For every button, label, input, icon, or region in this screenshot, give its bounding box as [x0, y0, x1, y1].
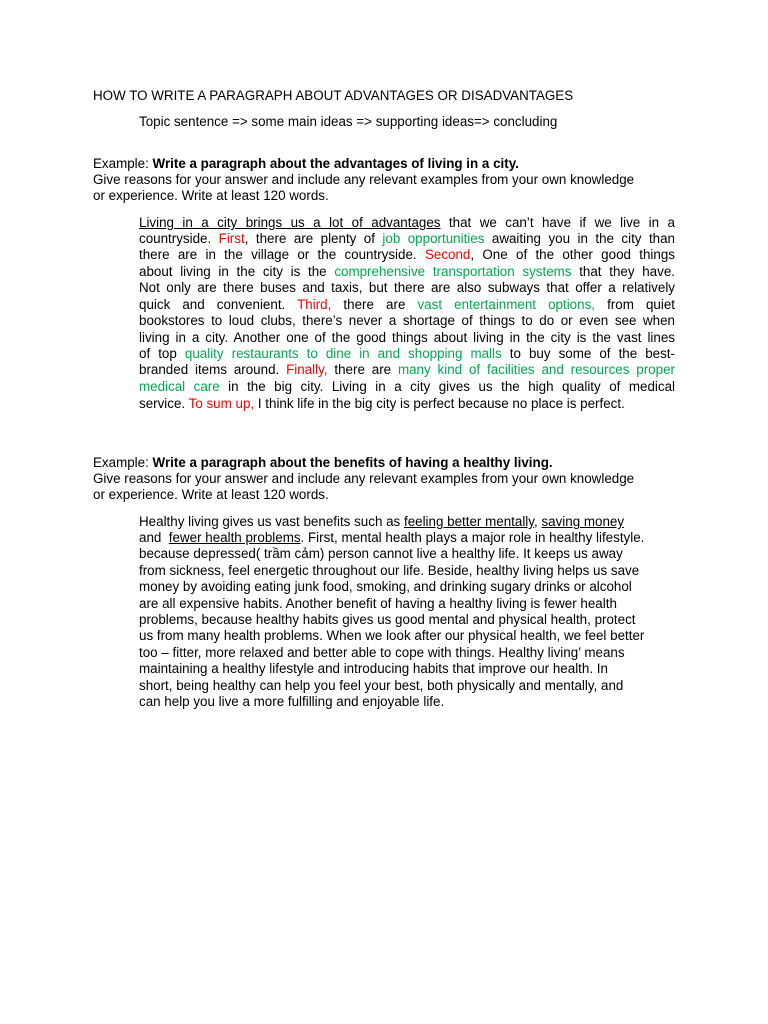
key-phrase: comprehensive transportation systems: [334, 264, 572, 279]
key-phrase: job opportunities: [382, 231, 485, 246]
paragraph-line: Healthy living gives us vast benefits such as feeling better mentally, saving money: [139, 514, 625, 529]
paragraph-line: of top quality restaurants to dine in and shopping malls to buy some of the best-: [139, 346, 675, 361]
paragraph-line: us from many health problems. When we look after our physical health, we feel better: [139, 628, 645, 643]
paragraph-line: maintaining a healthy lifestyle and introducing habits that improve our health. In: [139, 661, 608, 676]
key-phrase: many kind of facilities and resources proper: [397, 362, 675, 377]
transition-word: To sum up,: [188, 396, 255, 411]
underlined-phrase: saving money: [541, 514, 625, 529]
paragraph-line: and fewer health problems. First, mental health plays a major role in healthy lifestyle.: [139, 530, 645, 545]
example2-title: Write a paragraph about the benefits of having a healthy living.: [152, 455, 553, 470]
transition-word: Third,: [297, 297, 332, 312]
paragraph-line: because depressed( trầm cảm) person cannot live a healthy life. It keeps us away: [139, 546, 623, 561]
paragraph-line: branded items around. Finally, there are many kind of facilities and resources proper: [139, 362, 675, 377]
key-phrase: vast entertainment options,: [417, 297, 595, 312]
key-phrase: medical care: [139, 379, 220, 394]
example2-prompt: [93, 455, 553, 471]
paragraph-line: short, being healthy can help you feel your best, both physically and mentally, and: [139, 678, 624, 693]
underlined-phrase: fewer health problems: [168, 530, 301, 545]
paragraph-line: Not only are there buses and taxis, but there are also subways that offer a relatively: [139, 280, 675, 295]
page-heading: HOW TO WRITE A PARAGRAPH ABOUT ADVANTAGES OR DISADVANTAGES: [93, 88, 574, 103]
paragraph-line: service. To sum up, I think life in the big city is perfect because no place is perfect.: [139, 396, 625, 411]
transition-word: First: [218, 231, 245, 246]
paragraph-line: there are in the village or the countryside. Second, One of the other good things: [139, 247, 675, 262]
transition-word: Second: [424, 247, 471, 262]
paragraph-line: can help you live a more fulfilling and enjoyable life.: [139, 694, 445, 709]
transition-word: Finally,: [286, 362, 328, 377]
paragraph-line: problems, because healthy habits gives us good mental and physical health, protect: [139, 612, 636, 627]
key-phrase: quality restaurants to dine in and shopping malls: [184, 346, 502, 361]
paragraph-line: bookstores to loud clubs, there’s never a shortage of things to do or even see when: [139, 313, 675, 328]
example2-label: Example:: [93, 455, 153, 470]
example1-prompt: [93, 156, 519, 172]
paragraph-line: money by avoiding eating junk food, smoking, and drinking sugary drinks or alcohol: [139, 579, 632, 594]
underlined-phrase: feeling better mentally: [403, 514, 534, 529]
paragraph-line: quick and convenient. Third, there are vast entertainment options, from quiet: [139, 297, 675, 312]
example1-title: Write a paragraph about the advantages of living in a city.: [152, 156, 519, 171]
paragraph-line: are all expensive habits. Another benefit of having a healthy living is fewer health: [139, 596, 617, 611]
paragraph-line: from sickness, feel energetic throughout our life. Beside, healthy living helps us save: [139, 563, 640, 578]
paragraph-line: medical care in the big city. Living in a city gives us the high quality of medical: [139, 379, 675, 394]
paragraph-line: countryside. First, there are plenty of job opportunities awaiting you in the city than: [139, 231, 676, 246]
paragraph-line: living in a city. Another one of the good things about living in the city is the vast lines: [139, 330, 675, 345]
example2-instruction-1: Give reasons for your answer and include any relevant examples from your own knowledge: [93, 471, 635, 486]
example1-label: Example:: [93, 156, 153, 171]
paragraph-line: about living in the city is the comprehensive transportation systems that they have.: [139, 264, 675, 279]
topic-line: Topic sentence => some main ideas => supporting ideas=> concluding: [139, 114, 558, 129]
example1-instruction-1: Give reasons for your answer and include any relevant examples from your own knowledge: [93, 172, 635, 187]
paragraph-line: too – fitter, more relaxed and better able to cope with things. Healthy living’ means: [139, 645, 625, 660]
example1-instruction-2: or experience. Write at least 120 words.: [93, 188, 329, 203]
paragraph-line: Living in a city brings us a lot of advantages that we can’t have if we live in a: [139, 215, 675, 230]
underlined-phrase: Living in a city brings us a lot of advantages: [139, 215, 441, 230]
example2-instruction-2: or experience. Write at least 120 words.: [93, 487, 329, 502]
